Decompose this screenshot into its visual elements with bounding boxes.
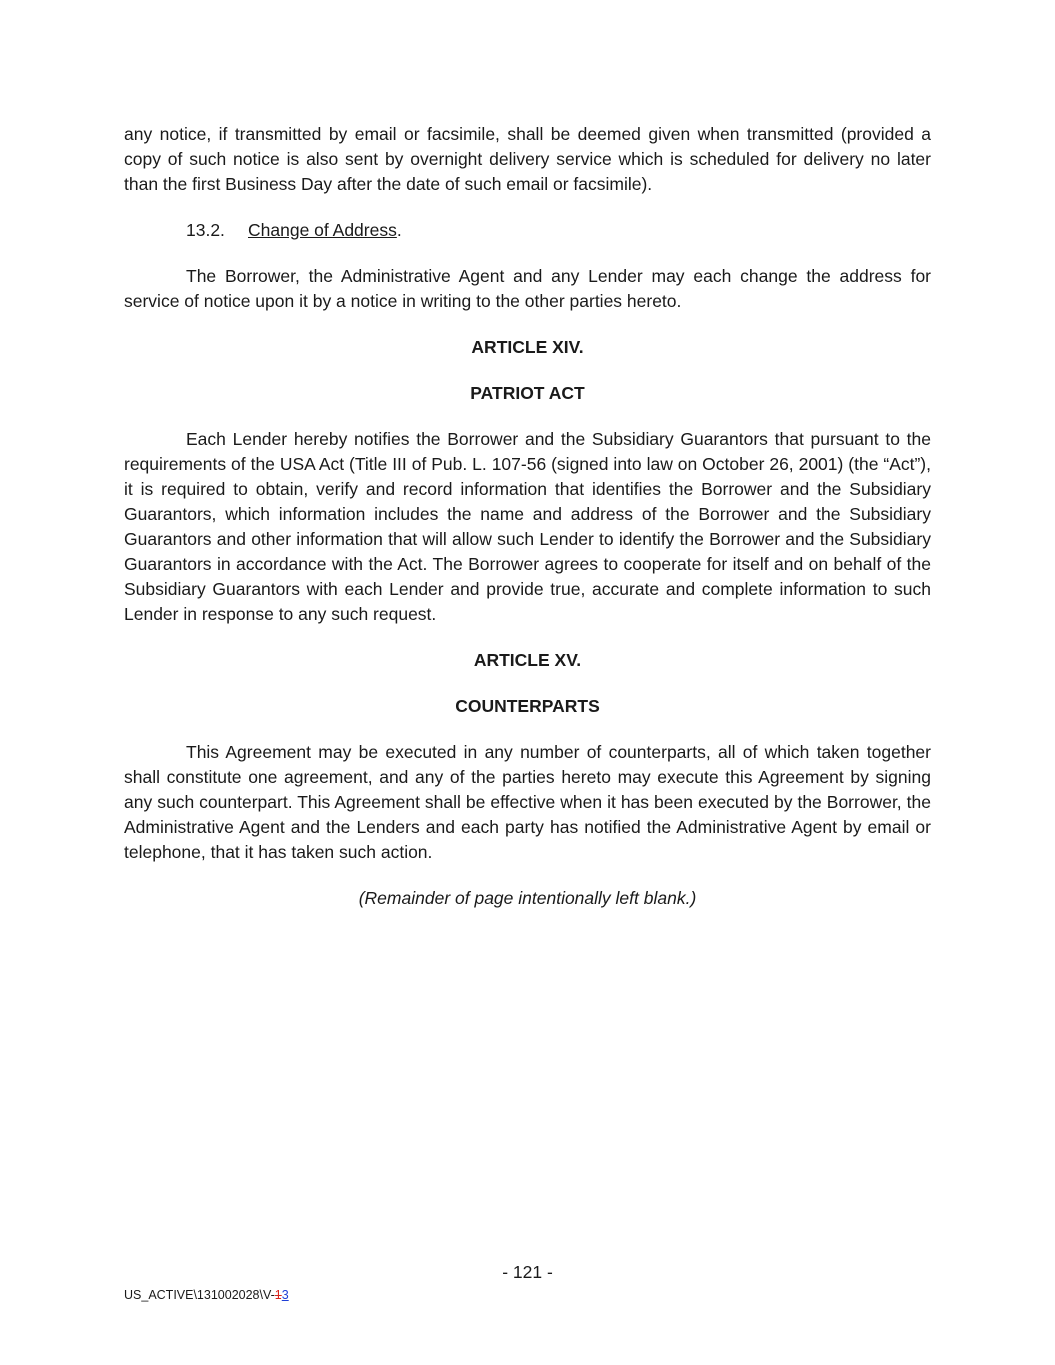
opening-paragraph: any notice, if transmitted by email or facsimile, shall be deemed given when transmitted (provided a copy of such notice is also sent by overnight delivery service which is scheduled for delivery no later than the first Business Day after the date of such email or facsimile).	[124, 124, 931, 194]
remainder-note: (Remainder of page intentionally left blank.)	[358, 888, 697, 908]
article-xiv-title: PATRIOT ACT	[470, 383, 585, 403]
doc-id-prefix: US_ACTIVE\131002028\V-	[124, 1288, 275, 1302]
article-xiv-label: ARTICLE XIV.	[471, 337, 584, 357]
article-xv-title: COUNTERPARTS	[455, 696, 600, 716]
article-xv-label: ARTICLE XV.	[473, 650, 582, 670]
document-page	[124, 122, 931, 911]
section-title: Change of Address	[248, 220, 397, 240]
section-13-2-heading	[186, 218, 931, 243]
document-id	[124, 1288, 289, 1302]
section-number: 13.2.	[186, 220, 225, 240]
section-title-period: .	[396, 220, 402, 240]
page-number: - 121 -	[502, 1262, 553, 1282]
article-xv-body: This Agreement may be executed in any number of counterparts, all of which taken together shall constitute one agreement, and any of the parties hereto may execute this Agreement by signing any such counterpart. This Agreement shall be effective when it has been executed by the Borrower, the Administrative Agent and the Lenders and each party has notified the Administrative Agent by email or telephone, that it has taken such action.	[124, 742, 931, 862]
doc-id-inserted-version: 3	[281, 1288, 289, 1302]
doc-id-deleted-version: 1	[274, 1288, 282, 1302]
section-13-2-body: The Borrower, the Administrative Agent and any Lender may each change the address for service of notice upon it by a notice in writing to the other parties hereto.	[124, 266, 931, 311]
article-xiv-body: Each Lender hereby notifies the Borrower and the Subsidiary Guarantors that pursuant to the requirements of the USA Act (Title III of Pub. L. 107-56 (signed into law on October 26, 2001) (the “Act”), it is required to obtain, verify and record information that identifies the Borrower and the Subsidiary Guarantors, which information includes the name and address of the Borrower and the Subsidiary Guarantors and other information that will allow such Lender to identify the Borrower and the Subsidiary Guarantors in accordance with the Act. The Borrower agrees to cooperate for itself and on behalf of the Subsidiary Guarantors with each Lender and provide true, accurate and complete information to such Lender in response to any such request.	[124, 429, 931, 624]
